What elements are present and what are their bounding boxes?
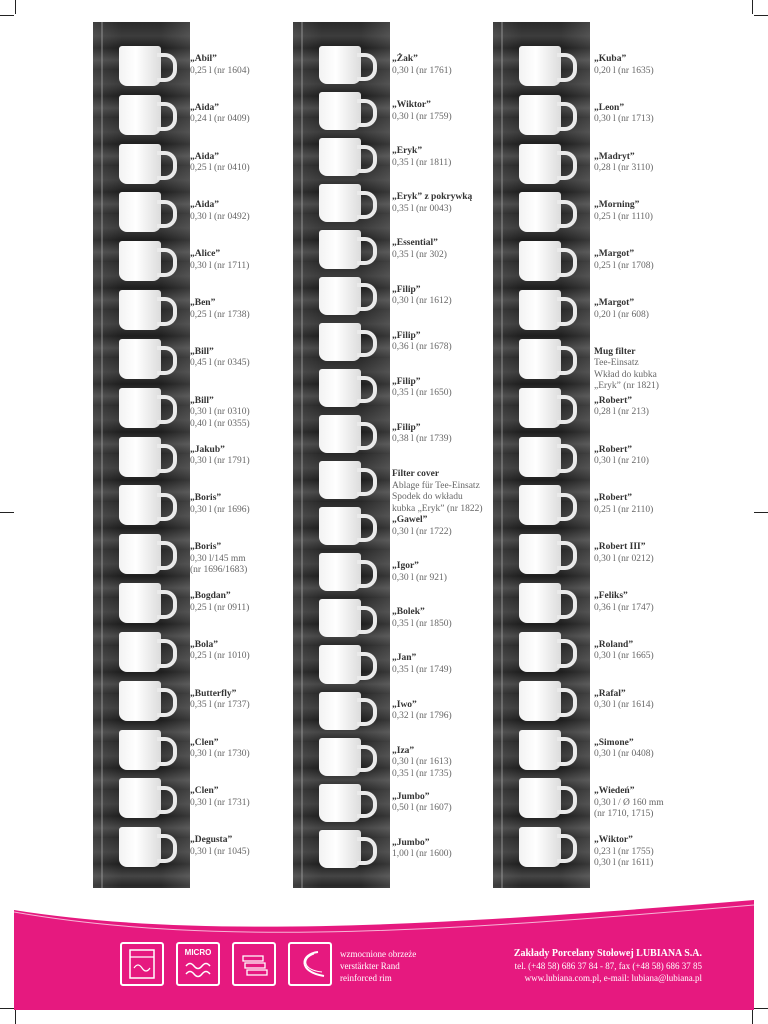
product-spec: 0,25 l (nr 2110) <box>594 504 654 515</box>
product-spec: 0,30 l (nr 1759) <box>392 111 452 122</box>
product-spec: „Eryk” (nr 1821) <box>594 381 659 392</box>
product-spec: 0,30 l (nr 1730) <box>190 749 250 760</box>
product-name: „Wiedeń” <box>594 786 635 797</box>
product-name: „Bola” <box>190 639 218 650</box>
product-spec: 0,30 l (nr 1045) <box>190 846 250 857</box>
product-name: „Aida” <box>190 151 220 162</box>
product-spec: 0,25 l (nr 1604) <box>190 65 250 76</box>
product-name: „Filip” <box>392 422 421 433</box>
product-name: „Ben” <box>190 298 216 309</box>
product-name: „Essential” <box>392 238 438 249</box>
product-name: „Bill” <box>190 346 214 357</box>
product-name: „Aida” <box>190 200 220 211</box>
product-name: „Margot” <box>594 298 635 309</box>
product-name: „Gawel” <box>392 515 428 526</box>
microwave-icon: MICRO <box>176 942 220 986</box>
product-name: „Żak” <box>392 54 418 64</box>
product-name: „Abil” <box>190 54 217 64</box>
product-name: „Madryt” <box>594 151 635 162</box>
product-spec: Ablage für Tee-Einsatz <box>392 480 480 491</box>
product-spec: 0,30 l (nr 0310) <box>190 407 250 418</box>
product-spec: 0,30 l (nr 1731) <box>190 797 250 808</box>
company-info <box>514 948 702 984</box>
product-spec: (nr 1710, 1715) <box>594 809 654 820</box>
product-name: „Bill” <box>190 395 214 406</box>
product-name: „Jan” <box>392 653 417 664</box>
product-spec: 0,32 l (nr 1796) <box>392 711 452 722</box>
product-name: „Boris” <box>190 493 222 504</box>
company-name: Zakłady Porcelany Stołowej LUBIANA S.A. <box>513 948 702 959</box>
product-name: „Iwo” <box>392 699 417 710</box>
product-spec: 0,30 l (nr 921) <box>392 572 447 583</box>
product-spec: 0,36 l (nr 1678) <box>392 342 452 353</box>
product-spec: Wkład do kubka <box>594 369 657 380</box>
product-spec: 0,30 l (nr 1713) <box>594 114 654 125</box>
product-spec: Tee-Einsatz <box>594 358 639 369</box>
product-spec: 1,00 l (nr 1600) <box>392 849 452 860</box>
product-spec: 0,30 l (nr 210) <box>594 456 649 467</box>
product-name: „Bolek” <box>392 607 425 618</box>
product-name: „Boris” <box>190 542 222 553</box>
product-spec: 0,25 l (nr 1708) <box>594 260 654 271</box>
product-spec: 0,30 l (nr 1761) <box>392 65 452 76</box>
product-name: Filter cover <box>392 469 440 479</box>
product-spec: 0,20 l (nr 608) <box>594 309 649 320</box>
product-spec: 0,30 l (nr 0212) <box>594 553 654 564</box>
product-spec: 0,30 l (nr 1791) <box>190 456 250 467</box>
product-name: „Bogdan” <box>190 591 231 602</box>
product-name: „Eryk” <box>392 146 423 157</box>
product-spec: 0,20 l (nr 1635) <box>594 65 654 76</box>
product-name: „Simone” <box>594 737 634 748</box>
stackable-icon <box>232 942 276 986</box>
product-name: „Leon” <box>594 102 625 113</box>
product-name: „Aida” <box>190 102 220 113</box>
product-spec: 0,25 l (nr 1010) <box>190 651 250 662</box>
product-spec: 0,50 l (nr 1607) <box>392 803 452 814</box>
product-spec: 0,30 l (nr 1611) <box>594 858 654 869</box>
product-spec: 0,30 l (nr 1614) <box>594 700 654 711</box>
product-name: „Kuba” <box>594 54 627 64</box>
product-spec: 0,30 l (nr 1665) <box>594 651 654 662</box>
product-spec: 0,35 l (nr 1749) <box>392 664 452 675</box>
product-name: „Iza” <box>392 745 415 756</box>
product-spec: 0,30 l (nr 1612) <box>392 296 452 307</box>
product-spec: 0,25 l (nr 1738) <box>190 309 250 320</box>
product-name: „Feliks” <box>594 591 628 602</box>
product-name: „Jumbo” <box>392 837 430 848</box>
product-spec: 0,30 l (nr 0492) <box>190 211 250 222</box>
product-spec: 0,35 l (nr 1811) <box>392 157 452 168</box>
product-spec: 0,28 l (nr 3110) <box>594 163 654 174</box>
reinforced-rim-icon <box>288 942 332 986</box>
product-name: „Robert” <box>594 493 632 504</box>
product-spec: 0,35 l (nr 1650) <box>392 388 452 399</box>
product-name: „Rafal” <box>594 688 626 699</box>
product-name: „Degusta” <box>190 835 233 846</box>
product-name: „Igor” <box>392 561 419 572</box>
product-spec: 0,30 l (nr 1722) <box>392 526 452 537</box>
product-name: „Morning” <box>594 200 640 211</box>
product-name: „Robert” <box>594 395 632 406</box>
product-name: „Jumbo” <box>392 791 430 802</box>
product-name: „Filip” <box>392 284 421 295</box>
product-spec: 0,36 l (nr 1747) <box>594 602 654 613</box>
product-spec: 0,30 l (nr 1696) <box>190 504 250 515</box>
product-name: „Filip” <box>392 330 421 341</box>
product-spec: 0,35 l (nr 1735) <box>392 768 452 779</box>
product-name: „Wiktor” <box>392 100 431 111</box>
product-spec: (nr 1696/1683) <box>190 565 248 576</box>
reinforced-rim-text: wzmocnione obrzeże verstärkter Rand reinforced rim <box>340 949 417 983</box>
product-name: „Jakub” <box>190 444 225 455</box>
product-name: „Clen” <box>190 786 219 797</box>
product-spec: kubka „Eryk” (nr 1822) <box>392 503 483 514</box>
product-name: „Eryk” z pokrywką <box>392 192 473 203</box>
product-spec: 0,35 l (nr 1737) <box>190 700 250 711</box>
product-spec: 0,35 l (nr 302) <box>392 249 447 260</box>
dishwasher-icon <box>120 942 164 986</box>
product-spec: 0,25 l (nr 0410) <box>190 163 250 174</box>
product-spec: Spodek do wkładu <box>392 492 463 502</box>
product-spec: 0,35 l (nr 1850) <box>392 618 452 629</box>
product-name: „Robert III” <box>594 542 646 553</box>
product-name: „Wiktor” <box>594 835 633 846</box>
product-name: „Alice” <box>190 249 221 260</box>
product-spec: 0,45 l (nr 0345) <box>190 358 250 369</box>
company-web: www.lubiana.com.pl, e-mail: lubiana@lubiana.pl <box>524 973 702 983</box>
product-spec: 0,23 l (nr 1755) <box>594 846 654 857</box>
product-spec: 0,30 l / Ø 160 mm <box>594 797 664 808</box>
product-name: „Clen” <box>190 737 219 748</box>
product-spec: 0,30 l/145 mm <box>190 553 246 564</box>
product-name: „Filip” <box>392 376 421 387</box>
product-spec: 0,25 l (nr 1110) <box>594 211 653 222</box>
product-spec: 0,30 l (nr 0408) <box>594 749 654 760</box>
product-spec: 0,38 l (nr 1739) <box>392 434 452 445</box>
product-name: „Roland” <box>594 639 634 650</box>
company-phone: tel. (+48 58) 686 37 84 - 87, fax (+48 58) 686 37 85 <box>514 961 702 971</box>
product-name: „Butterfly” <box>190 688 237 699</box>
product-spec: 0,30 l (nr 1613) <box>392 757 452 768</box>
product-spec: 0,25 l (nr 0911) <box>190 602 250 613</box>
product-spec: 0,35 l (nr 0043) <box>392 203 452 214</box>
product-spec: 0,30 l (nr 1711) <box>190 260 250 271</box>
product-name: Mug filter <box>594 346 636 357</box>
product-spec: 0,24 l (nr 0409) <box>190 114 250 125</box>
product-spec: 0,28 l (nr 213) <box>594 407 649 418</box>
product-spec: 0,40 l (nr 0355) <box>190 418 250 429</box>
product-name: „Margot” <box>594 249 635 260</box>
product-name: „Robert” <box>594 444 632 455</box>
